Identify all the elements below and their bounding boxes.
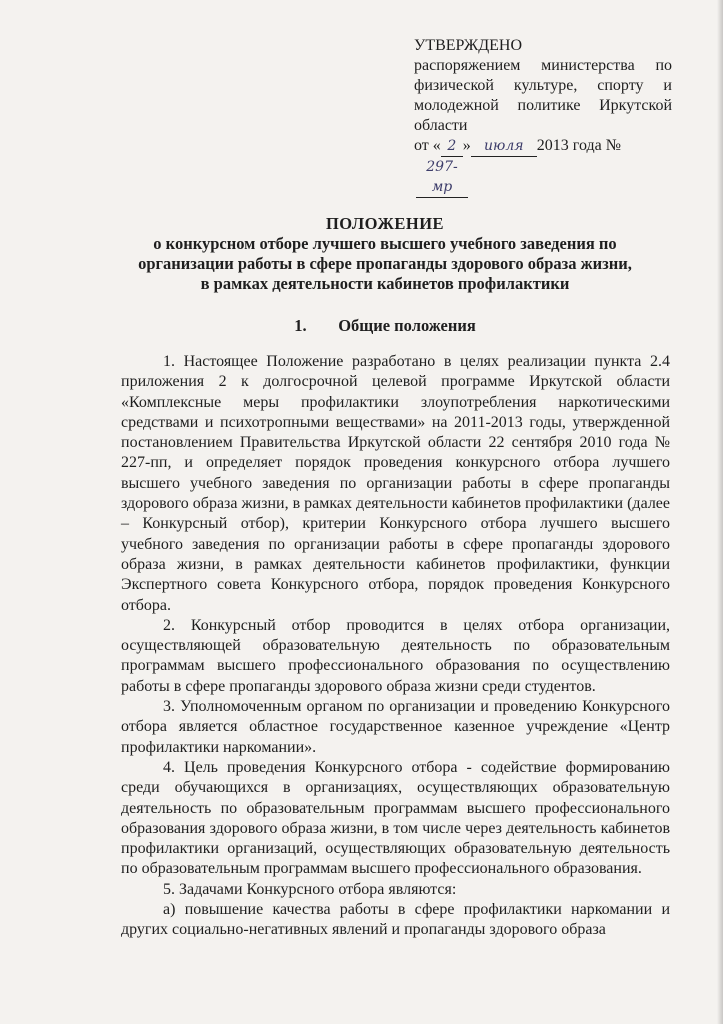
approval-block — [414, 36, 672, 198]
paragraph-2: 2. Конкурсный отбор проводится в целях отбора организации, осуществляющей образовательную деятельность по образовательным программам высшего профессионального образования по осуществлению работы в сфере пропаганды здорового образа жизни среди студентов. — [121, 616, 670, 695]
paragraph-4: 4. Цель проведения Конкурсного отбора - содействие формированию среди обучающихся в организациях, осуществляющих образовательную деятельность по образовательным программам высшего профессионального образования здорового образа жизни, в том числе через деятельность кабинетов профилактики организаций, осуществляющих образовательную деятельность по образовательным программам высшего профессионального образования. — [121, 758, 670, 878]
approval-line-3: молодежной политике Иркутской — [414, 97, 672, 114]
document-heading — [90, 214, 680, 294]
document-subtitle-line-3: в рамках деятельности кабинетов профилактики — [200, 274, 570, 293]
date-day-handwritten: 2 — [441, 136, 463, 157]
date-mid: » — [462, 137, 471, 154]
approval-title: УТВЕРЖДЕНО — [414, 37, 523, 54]
document-subtitle-line-1: о конкурсном отборе лучшего высшего учебного заведения по — [153, 234, 617, 253]
approval-date-line — [414, 136, 672, 198]
document-body — [121, 352, 670, 941]
document-title: ПОЛОЖЕНИЕ — [325, 214, 445, 233]
section-title: Общие положения — [338, 316, 476, 335]
date-prefix: от « — [414, 137, 441, 154]
section-number: 1. — [294, 316, 307, 335]
section-heading — [90, 316, 680, 336]
document-subtitle-line-2: организации работы в сфере пропаганды здорового образа жизни, — [138, 254, 632, 273]
paragraph-3: 3. Уполномоченным органом по организации и проведению Конкурсного отбора является областное государственное казенное учреждение «Центр профилактики наркомании». — [121, 698, 670, 756]
date-month-handwritten: июля — [471, 136, 537, 157]
approval-line-1: распоряжением министерства по — [414, 57, 672, 74]
order-number-handwritten: 297-мр — [416, 157, 468, 198]
page-edge-shadow — [717, 0, 723, 1024]
paragraph-5: 5. Задачами Конкурсного отбора являются: — [163, 880, 457, 898]
paragraph-5a: а) повышение качества работы в сфере профилактики наркомании и других социально-негативных явлений и пропаганды здорового образа — [121, 901, 670, 939]
paragraph-1: 1. Настоящее Положение разработано в целях реализации пункта 2.4 приложения 2 к долгосрочной целевой программе Иркутской области «Комплексные меры профилактики злоупотребления наркотическими средствами и психотропными веществами» на 2011-2013 годы, утвержденной постановлением Правительства Иркутской области 22 сентября 2010 года № 227-пп, и определяет порядок проведения конкурсного отбора лучшего высшего учебного заведения по организации работы в сфере пропаганды здорового образа жизни, в рамках деятельности кабинетов профилактики (далее – Конкурсный отбор), критерии Конкурсного отбора лучшего высшего учебного заведения по организации работы в сфере пропаганды здорового образа жизни, в рамках деятельности кабинетов профилактики, функции Экспертного совета Конкурсного отбора, порядок проведения Конкурсного отбора. — [121, 353, 670, 614]
date-suffix: 2013 года № — [536, 137, 621, 154]
approval-line-2: физической культуре, спорту и — [414, 77, 672, 94]
approval-line-4: области — [414, 117, 468, 134]
